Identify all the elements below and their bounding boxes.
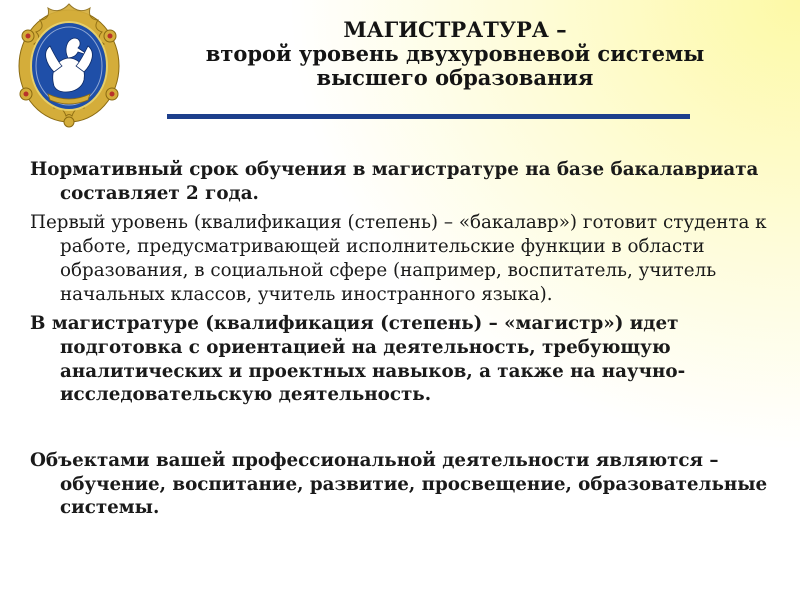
title-line-3: высшего образования (316, 65, 594, 90)
slide-body (30, 158, 780, 526)
paragraph-bachelor-level: Первый уровень (квалификация (степень) – «бакалавр») готовит студента к работе, предусматривающей исполнительские функции в области образования, в социальной сфере (например, воспитатель, учитель начальных классов, учитель иностранного языка). (30, 212, 767, 305)
title-underline (167, 114, 690, 119)
paragraph-professional-objects: Объектами вашей профессиональной деятельности являются – обучение, воспитание, развитие, просвещение, образовательные системы. (30, 450, 768, 519)
paragraph-study-duration: Нормативный срок обучения в магистратуре на базе бакалавриата составляет 2 года. (30, 159, 759, 204)
title-line-1: МАГИСТРАТУРА – (343, 17, 567, 42)
title-line-2: второй уровень двухуровневой системы (205, 41, 705, 66)
pelican-crest-icon (6, 2, 132, 128)
paragraph-master-level: В магистратуре (квалификация (степень) – «магистр») идет подготовка с ориентацией на деятельность, требующую аналитических и проектных навыков, а также на научно-исследовательскую деятельность. (30, 313, 686, 406)
slide-title (150, 18, 760, 90)
